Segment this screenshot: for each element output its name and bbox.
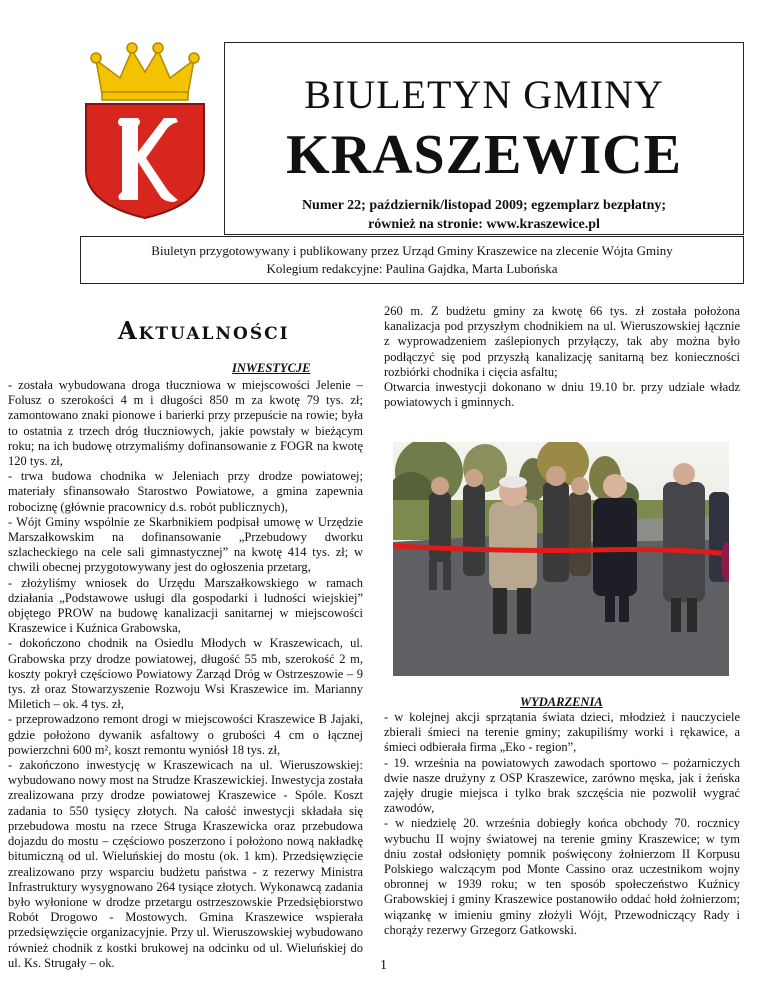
editorial-box xyxy=(80,236,744,284)
page-number: 1 xyxy=(380,958,387,973)
paragraph: - w niedzielę 20. września dobiegły końca obchody 70. rocznicy wybuchu II wojny światowej na terenie gminy Kraszewice; w tym dniu został odsłonięty pomnik poświęcony żołnierzom II Korpusu Polskiego walczącym pod Monte Cassino oraz uczestnikom wojny obronnej w 1939 roku; w ten sposób społeczeństwo Kuźnicy Grabowskiej i gminy Kraszewice postanowiło oddać hołd żołnierzom; wiązankę w imieniu gminy złożyli Wójt, Przewodniczący Rady i chorąży rezerwy Grzegorz Gatkowski. xyxy=(384,816,740,937)
newsletter-title: BIULETYN GMINY xyxy=(304,72,664,117)
section-heading: Aktualności xyxy=(118,316,290,345)
coat-of-arms-icon xyxy=(80,42,210,220)
publisher-line: Biuletyn przygotowywany i publikowany przez Urząd Gminy Kraszewice na zlecenie Wójta Gminy xyxy=(151,243,673,258)
paragraph: - zakończono inwestycję w Kraszewicach na ul. Wieruszowskiej: wybudowano nowy most na Strudze Kraszewickiej. Inwestycja została zrealizowana przy drodze powiatowej Kraszewice - Spóle. Koszt zadania to 550 tysięcy złotych. Na całość inwestycji składała się przebudowa mostu na rzece Struga Kraszewicka oraz przebudowa dojazdu do mostu – częściowo poszerzono i położono nową nakładkę bitumiczną od ul. Wieluńskiej do mostu (ok. 1 km). Przedsięwzięcie zrealizowano przy wsparciu budżetu państwa - z rezerwy Ministra Infrastruktury wysygnowano 264 tysiące złotych. Wykonawcą zadania było wyłonione w drodze przetargu ostrzeszowskie Przedsiębiorstwo Robót Drogowo - Mostowych. Gmina Kraszewice wspierała przedsięwzięcie organizacyjnie. Przy ul. Wieruszowskiej wybudowano również chodnik z kostki brukowej na odcinku od ul. Wieluńskiej do ul. Ks. Strugały – ok. xyxy=(8,758,363,970)
investments-text-continued xyxy=(384,304,740,410)
paragraph: - 19. września na powiatowych zawodach sportowo – pożarniczych dwie nasze drużyny z OSP Kraszewice, zarówno męska, jak i żeńska zajęły drugie miejsca i tylko brak szczęścia nie pozwolił wygrać zawodów, xyxy=(384,755,740,816)
paragraph: - przeprowadzono remont drogi w miejscowości Kraszewice B Jajaki, gdzie położono dywanik asfaltowy o grubości 4 cm o łącznej powierzchni 600 m², koszt remontu wyniósł 18 tys. zł, xyxy=(8,712,363,757)
subheading-events: WYDARZENIA xyxy=(520,695,603,709)
investments-text xyxy=(8,378,363,971)
paragraph: - dokończono chodnik na Osiedlu Młodych w Kraszewicach, ul. Grabowska przy drodze powiatowej, długość 55 mb, szerokość 2 m, koszty pokrył częściowo Powiatowy Zarząd Dróg w Ostrzeszowie – 9 tys. zł oraz Stowarzyszenie Rozwoju Wsi Kraszewice im. Marianny Miletich – ok. 4 tys. zł, xyxy=(8,636,363,712)
events-text xyxy=(384,710,740,938)
paragraph: 260 m. Z budżetu gminy za kwotę 66 tys. zł została położona kanalizacja pod przyszłym chodnikiem na ul. Wieruszowskiej łącznie z wyprowadzeniem zaślepionych przyłączy, tak aby można było podłączyć się pod przyszłą kanalizację sanitarną bez konieczności rozbiórki chodnika i cięcia asfaltu; xyxy=(384,304,740,379)
issue-info: Numer 22; październik/listopad 2009; egzemplarz bezpłatny; xyxy=(301,198,667,213)
editorial-board-line: Kolegium redakcyjne: Paulina Gajdka, Marta Lubońska xyxy=(266,261,558,276)
masthead xyxy=(224,42,744,235)
paragraph: - złożyliśmy wniosek do Urzędu Marszałkowskiego w ramach działania „Podstawowe usługi dla gospodarki i ludności wiejskiej” objętego PROW na budowę kanalizacji sanitarnej w miejscowości Kraszewice i Kuźnica Grabowska, xyxy=(8,575,363,636)
paragraph: - Wójt Gminy wspólnie ze Skarbnikiem podpisał umowę w Urzędzie Marszałkowskim na dofinansowanie „Przebudowy dworku szlacheckiego na cele sali gimnastycznej” na kwotę 414 tys. zł; w chwili obecnej przygotowywany jest do ogłoszenia przetarg, xyxy=(8,514,363,575)
subheading-investments: INWESTYCJE xyxy=(232,361,311,375)
paragraph: - trwa budowa chodnika w Jeleniach przy drodze powiatowej; materiały sfinansowało Starostwo Powiatowe, a gmina zapewnia robociznę (głównie pracownicy d.s. robót publicznych), xyxy=(8,469,363,514)
issue-website: również na stronie: www.kraszewice.pl xyxy=(368,217,600,232)
ribbon-cutting-photo xyxy=(393,442,729,676)
paragraph: - w kolejnej akcji sprzątania świata dzieci, młodzież i nauczyciele zbierali śmieci na terenie gminy; zakupiliśmy worki i rękawice, a śmieci odbierała firma „Eko - region”, xyxy=(384,710,740,755)
paragraph: - została wybudowana droga tłuczniowa w miejscowości Jelenie – Folusz o szerokości 4 m i długości 850 m za kwotę 79 tys. zł; zamontowano znaki pionowe i barierki przy przepuście na rowie; była to ostatnia z trzech dróg tłuczniowych, jakie powstały w bieżącym roku; na ich budowę otrzymaliśmy dofinansowanie z FOGR na kwotę 120 tys. zł, xyxy=(8,378,363,469)
paragraph: Otwarcia inwestycji dokonano w dniu 19.10 br. przy udziale władz powiatowych i gminnych. xyxy=(384,380,740,410)
newsletter-municipality-title: KRASZEWICE xyxy=(286,124,682,186)
